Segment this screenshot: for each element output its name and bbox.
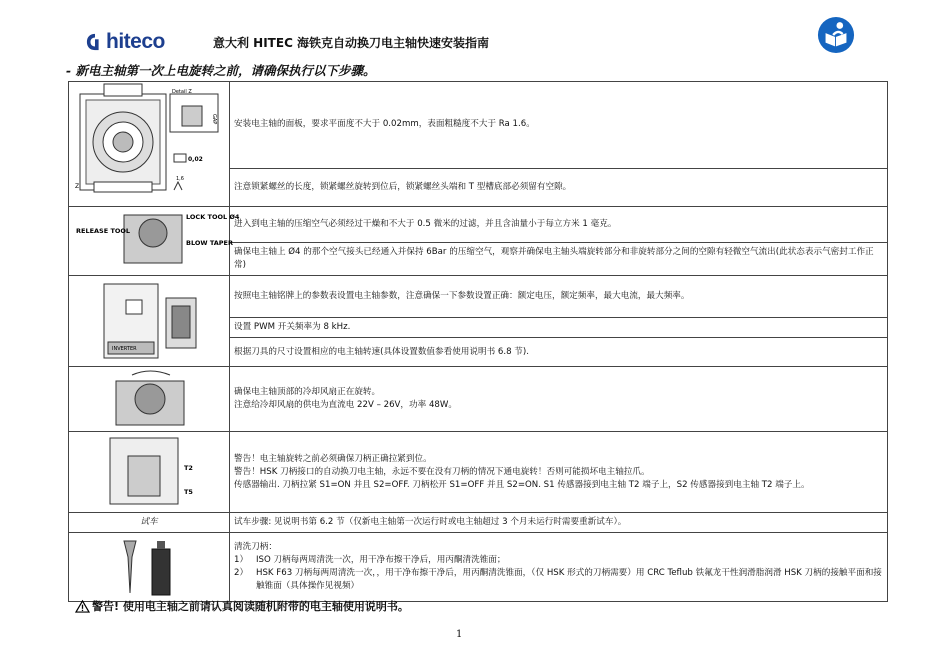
hiteco-logo-mark-icon: [86, 33, 104, 51]
installation-steps-table: [68, 81, 888, 602]
roughness-label: 1,6: [176, 176, 184, 182]
step-air-seal-check: 确保电主轴上 Ø4 的那个空气接头已经通入并保持 6Bar 的压缩空气，观察并确保电主轴头端旋转部分和非旋转部分之间的空隙有轻微空气流出(此状态表示气密封工作正常): [230, 243, 888, 276]
warning-triangle-icon: [75, 600, 90, 613]
footer-warning: [75, 598, 409, 614]
gap-label: GAP: [211, 114, 217, 125]
spindle-mounting-drawing: [69, 82, 230, 207]
detail-z-label: Detail Z: [172, 89, 192, 95]
document-title: 意大利 HITEC 海铁克自动换刀电主轴快速安装指南: [213, 36, 490, 50]
page-number: 1: [456, 629, 463, 640]
step-panel-flatness: 安装电主轴的面板，要求平面度不大于 0.02mm，表面粗糙度不大于 Ra 1.6。: [230, 82, 888, 169]
sensor-terminal-drawing: [69, 432, 230, 513]
flatness-label: 0,02: [188, 156, 203, 163]
step-clean-tool-holder: 清洗刀柄： 1） ISO 刀柄每两周清洗一次，用干净布擦干净后，用丙酮清洗锥面； 2） HSK F63 刀柄每两周清洗一次，，用干净布擦干净后，用丙酮清洗锥面，（仅 HSK 形式的刀柄需要）用 CRC Teflub 铁氟龙干性润滑脂润滑 HSK 刀柄的接触平面和接触锥面（具体操作见视频）: [230, 533, 888, 602]
list-item: 1） ISO 刀柄每两周清洗一次，用干净布擦干净后，用丙酮清洗锥面；: [234, 555, 506, 565]
list-item: 2） HSK F63 刀柄每两周清洗一次，，用干净布擦干净后，用丙酮清洗锥面，（仅 HSK 形式的刀柄需要）用 CRC Teflub 铁氟龙干性润滑脂润滑 HSK 刀柄的接触平面和接触锥面（具体操作见视频）: [234, 568, 882, 591]
inverter-drawing: [69, 276, 230, 367]
step-cooling-fan: 确保电主轴顶部的冷却风扇正在旋转。 注意给冷却风扇的供电为直流电 22V – 26V，功率 48W。: [230, 367, 888, 432]
hiteco-logo: [86, 30, 165, 54]
cooling-fan-drawing: [69, 367, 230, 432]
t2-terminal-label: T2: [184, 464, 193, 472]
step-tool-clamping-warning: 警告！电主轴旋转之前必须确保刀柄正确拉紧到位。 警告！HSK 刀柄接口的自动换刀电主轴，永远不要在没有刀柄的情况下通电旋转！否则可能损坏电主轴拉爪。 传感器输出. 刀柄拉紧 S1=ON 并且 S2=OFF. 刀柄松开 S1=OFF 并且 S2=ON. S1 传感器接到电主轴 T2 端子上，S2 传感器接到电主轴 T2 端子上。: [230, 432, 888, 513]
test-run-label: 试车: [69, 513, 230, 533]
step-test-run: 试车步骤: 见说明书第 6.2 节（仅新电主轴第一次运行时或电主轴超过 3 个月未运行时需要重新试车）。: [230, 513, 888, 533]
logo-text: hiteco: [106, 30, 165, 53]
z-label: Z: [75, 183, 80, 190]
step-inverter-parameters: 按照电主轴铭牌上的参数表设置电主轴参数，注意确保一下参数设置正确：额定电压，额定频率，最大电流，最大频率。: [230, 276, 888, 318]
step-spindle-speed: 根据刀具的尺寸设置相应的电主轴转速(具体设置数值参看使用说明书 6.8 节).: [230, 338, 888, 367]
step-compressed-air-quality: 进入到电主轴的压缩空气必须经过干燥和不大于 0.5 微米的过滤，并且含油量小于每立方米 1 毫克。: [230, 207, 888, 243]
warning-text: 警告! 使用电主轴之前请认真阅读随机附带的电主轴使用说明书。: [92, 600, 409, 613]
tool-holder-cleaning-drawing: [69, 533, 230, 602]
lock-tool-label: LOCK TOOL Ø4: [186, 213, 240, 221]
release-tool-label: RELEASE TOOL: [76, 227, 131, 235]
spindle-air-connection-drawing: [69, 207, 240, 276]
blow-taper-label: BLOW TAPER: [186, 239, 233, 247]
read-manual-icon: [817, 16, 855, 54]
step-screw-length: 注意锁紧螺丝的长度，锁紧螺丝旋转到位后，锁紧螺丝头端和 T 型槽底部必须留有空隙。: [230, 168, 888, 206]
step-pwm-frequency: 设置 PWM 开关频率为 8 kHz.: [230, 318, 888, 338]
t5-terminal-label: T5: [184, 488, 193, 496]
intro-subtitle: - 新电主轴第一次上电旋转之前，请确保执行以下步骤。: [66, 63, 376, 78]
inverter-label: INVERTER: [112, 346, 137, 352]
